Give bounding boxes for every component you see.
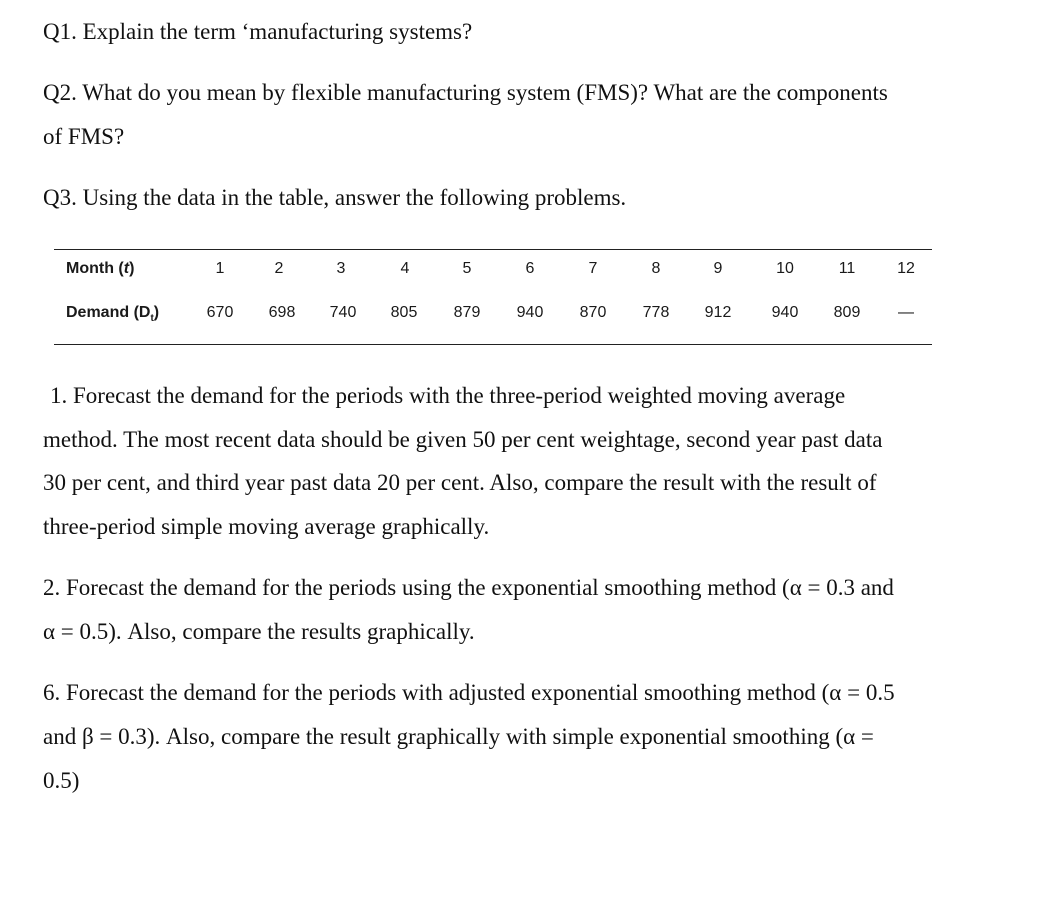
month-cell: 1 [215,260,225,277]
problem-6-line-2: and β = 0.3). Also, compare the result graphically with simple exponential smoothing (α = [43,724,874,749]
problem-1-line-1: 1. Forecast the demand for the periods with the three-period weighted moving average [50,383,846,408]
demand-cell: 805 [390,304,418,321]
problem-1-line-3: 30 per cent, and third year past data 20 per cent. Also, compare the result with the result of [43,470,877,495]
month-cell: 3 [336,260,346,277]
demand-cell: 879 [453,304,481,321]
month-header: Month (t) [66,260,135,277]
month-cell: 9 [713,260,723,277]
month-cell: 7 [588,260,598,277]
demand-cell: 670 [206,304,234,321]
demand-cell: 698 [268,304,296,321]
demand-cell: 778 [642,304,670,321]
problem-2-line-2: α = 0.5). Also, compare the results graphically. [43,619,475,644]
month-cell: 8 [651,260,661,277]
problem-2-line-1: 2. Forecast the demand for the periods using the exponential smoothing method (α = 0.3 and [43,575,894,600]
question-2-line-2: of FMS? [43,124,125,149]
month-cell: 6 [525,260,535,277]
question-3: Q3. Using the data in the table, answer the following problems. [43,185,627,210]
demand-cell: 912 [704,304,732,321]
demand-cell: — [898,304,914,321]
problem-6-line-3: 0.5) [43,768,80,793]
demand-header: Demand $(D_t)$ [66,304,160,325]
demand-cell: 809 [833,304,861,321]
question-1: Q1. Explain the term ‘manufacturing systems? [43,19,473,44]
demand-cell: 940 [516,304,544,321]
demand-cell: 740 [329,304,357,321]
problem-1-line-2: method. The most recent data should be given 50 per cent weightage, second year past data [43,427,883,452]
demand-row [54,301,932,325]
month-cell: 5 [462,260,472,277]
demand-cell: 870 [579,304,607,321]
demand-table [54,249,932,345]
question-2-line-1: Q2. What do you mean by flexible manufacturing system (FMS)? What are the components [43,80,888,105]
problem-1-line-4: three-period simple moving average graphically. [43,514,490,539]
month-cell: 4 [400,260,410,277]
month-row [54,257,932,281]
month-cell: 10 [776,260,794,277]
month-cell: 12 [897,260,915,277]
problem-6-line-1: 6. Forecast the demand for the periods with adjusted exponential smoothing method (α = 0.5 [43,680,895,705]
month-cell: 11 [838,260,856,277]
demand-cell: 940 [771,304,799,321]
month-cell: 2 [274,260,284,277]
